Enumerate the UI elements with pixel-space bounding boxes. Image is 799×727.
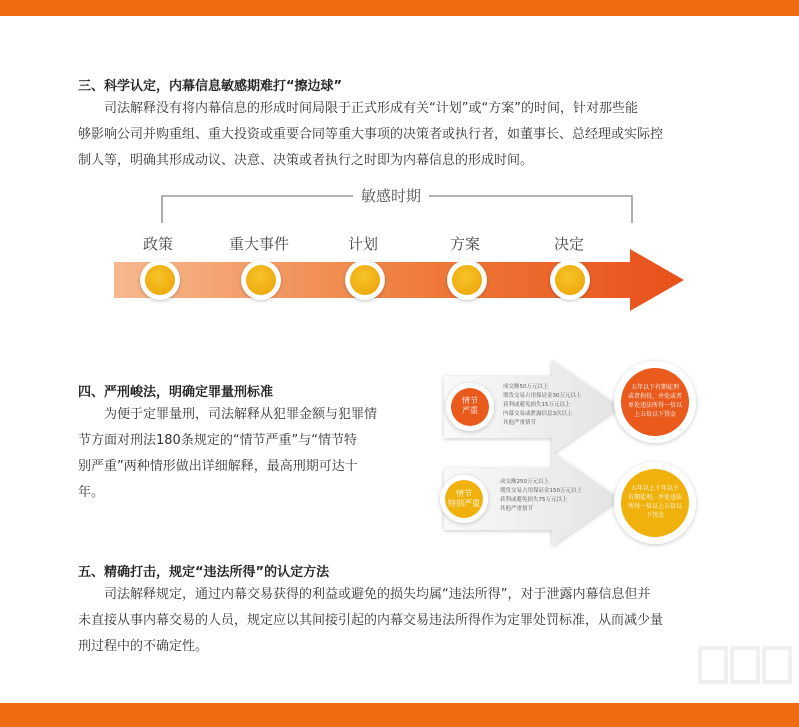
timeline-stage-label: 方案 <box>450 235 481 253</box>
penalty-line: 单处违法所得一倍以 <box>627 402 683 409</box>
section4-heading: 四、严刑峻法，明确定罪量刑标准 <box>78 385 274 400</box>
bottom-orange-band <box>0 703 799 727</box>
condition-item: 成交额250万元以上 <box>500 479 549 485</box>
penalty-line: 下罚金 <box>645 512 665 519</box>
section3-line: 司法解释没有将内幕信息的形成时间局限于正式形成有关“计划”或“方案”的时间，针对那些能 <box>104 101 638 116</box>
condition-item: 其他严重情节 <box>500 506 534 512</box>
section4-line: 别严重”两种情形做出详细解释，最高刑期可达十 <box>78 459 358 474</box>
condition-item: 期货交易占用保证金30万元以上 <box>503 393 582 399</box>
section4-line: 为便于定罪量刑，司法解释从犯罪金额与犯罪情 <box>104 407 378 422</box>
penalty-line: 五年以上十年以下 <box>630 485 680 492</box>
section5-heading: 五、精确打击，规定“违法所得”的认定方法 <box>78 565 330 580</box>
penalty-line: 所得一倍以上五倍以 <box>627 503 683 510</box>
penalty-line: 五年以下有期徒刑 <box>630 384 680 391</box>
penalty-line: 上五倍以下罚金 <box>633 411 677 418</box>
condition-item: 其他严重情节 <box>503 420 537 426</box>
section3-line: 制人等，明确其形成动议、决意、决策或者执行之时即为内幕信息的形成时间。 <box>78 153 534 168</box>
timeline-stage-label: 决定 <box>554 235 585 253</box>
condition-item: 成交额50万元以上 <box>503 384 549 390</box>
condition-item: 期货交易占用保证金150万元以上 <box>500 488 582 494</box>
section4-line: 年。 <box>78 485 105 500</box>
section5-line: 司法解释规定，通过内幕交易获得的利益或避免的损失均属“违法所得”，对于泄露内幕信息但并 <box>104 587 651 602</box>
severity-tag-label: 情节特别严重 <box>448 489 480 508</box>
timeline-stage-label: 重大事件 <box>229 235 290 253</box>
section5-paragraph <box>78 582 738 660</box>
condition-item: 内幕交易或泄露信息3次以上 <box>503 411 573 417</box>
sensitive-period-label: 敏感时期 <box>353 185 429 206</box>
section5-line: 未直接从事内幕交易的人员，规定应以其间接引起的内幕交易违法所得作为定罪处罚标准，从而减少量 <box>78 613 664 628</box>
penalty-line: 有期徒刑，并处违法 <box>627 494 683 501</box>
severity-tag-label: 情节严重 <box>462 396 478 415</box>
condition-item: 获利或避免损失75万元以上 <box>500 497 568 503</box>
watermark-logo <box>692 640 796 702</box>
timeline-stage-label: 计划 <box>348 235 379 253</box>
section3-line: 够影响公司并购重组、重大投资或重要合同等重大事项的决策者或执行者，如董事长、总经理或实际控 <box>78 127 664 142</box>
condition-item: 获利或避免损失15万元以上 <box>503 402 571 408</box>
penalty-line: 或者拘役，并处或者 <box>627 393 683 400</box>
timeline-stage-label: 政策 <box>143 235 174 253</box>
section5-line: 刑过程中的不确定性。 <box>78 639 209 654</box>
section3-heading: 三、科学认定，内幕信息敏感期难打“擦边球” <box>78 79 343 94</box>
section4-line: 节方面对刑法180条规定的“情节严重”与“情节特 <box>78 433 358 448</box>
